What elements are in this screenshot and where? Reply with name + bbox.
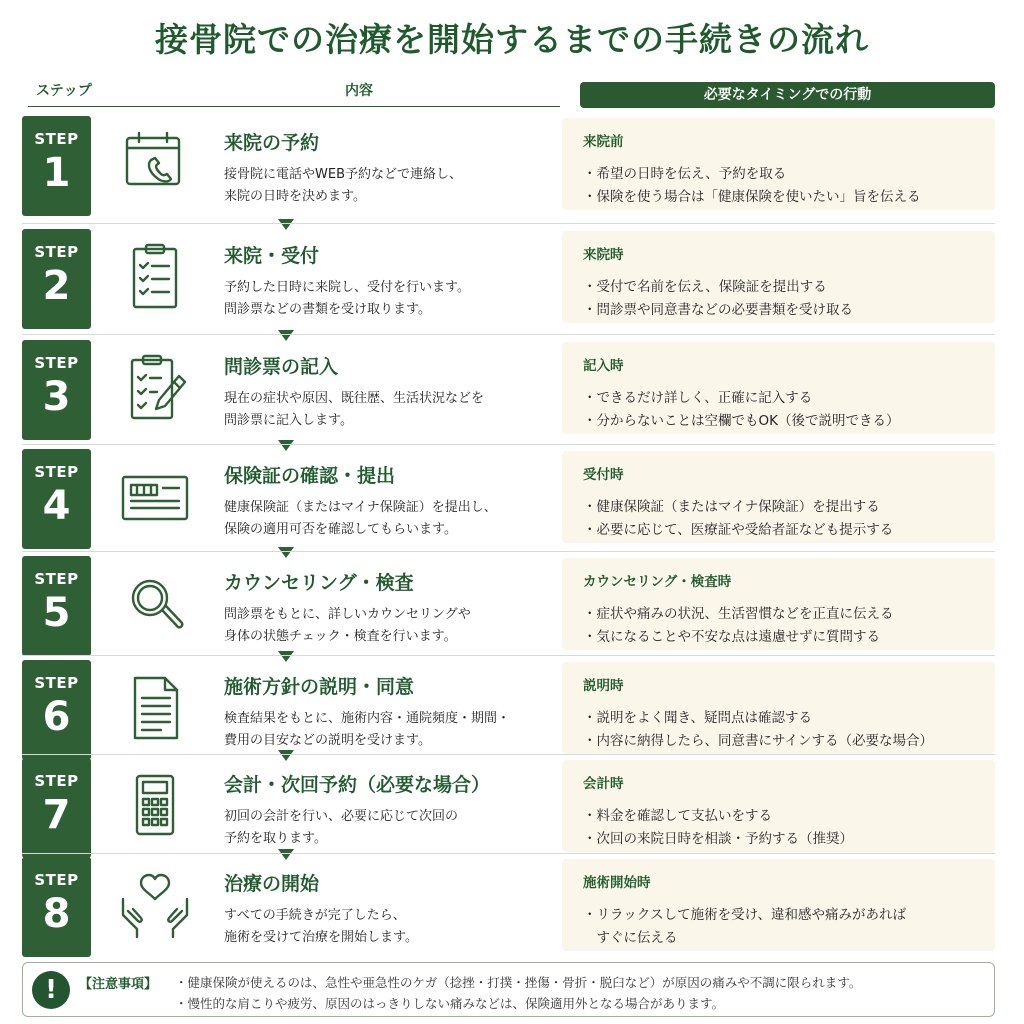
step-label: STEP [34, 570, 79, 588]
step-description-line: 接骨院に電話やWEB予約などで連絡し、 [224, 167, 462, 182]
row-separator [22, 853, 995, 854]
step-description-line: 施術を受けて治療を開始します。 [224, 930, 418, 945]
step-title: カウンセリング・検査 [224, 572, 414, 594]
step-description [224, 604, 471, 648]
exclamation-icon: ! [32, 971, 70, 1009]
step-badge [22, 229, 91, 329]
header-divider [28, 106, 560, 107]
timing-title: 受付時 [583, 467, 624, 483]
flow-arrow [278, 330, 294, 341]
notice-line: ・健康保険が使えるのは、急性や亜急性のケガ（捻挫・打撲・挫傷・骨折・脱臼など）が原因の痛みや不調に限られます。 [175, 975, 862, 990]
step-badge [22, 556, 91, 656]
step-description [224, 806, 458, 850]
row-separator [22, 551, 995, 552]
step-description-line: すべての手続きが完了したら、 [224, 908, 406, 923]
flow-arrow [278, 440, 294, 451]
step-description-line: 問診票に記入します。 [224, 413, 353, 428]
timing-title: 施術開始時 [583, 875, 651, 891]
step-description-line: 問診票などの書類を受け取ります。 [224, 302, 431, 317]
clipboard-checklist-icon [117, 243, 193, 311]
step-description-line: 予約を取ります。 [224, 831, 327, 846]
step-description-line: 問診票をもとに、詳しいカウンセリングや [224, 607, 471, 622]
flow-arrow [278, 750, 294, 761]
step-description [224, 708, 510, 752]
timing-action: ・料金を確認して支払いをする [583, 808, 772, 824]
step-number: 3 [42, 374, 71, 420]
step-description-line: 予約した日時に来院し、受付を行います。 [224, 280, 470, 295]
step-number: 1 [42, 150, 71, 196]
step-description-line: 初回の会計を行い、必要に応じて次回の [224, 809, 459, 824]
step-label: STEP [34, 354, 79, 372]
timing-panel [562, 342, 995, 434]
row-separator [22, 223, 995, 224]
step-title: 会計・次回予約（必要な場合） [224, 774, 491, 796]
flow-arrow [278, 651, 294, 662]
step-description-line: 費用の目安などの説明を受けます。 [224, 733, 431, 748]
timing-action: ・健康保険証（またはマイナ保険証）を提出する [583, 499, 880, 515]
timing-action: ・気になることや不安な点は遠慮せずに質問する [583, 629, 880, 645]
timing-action: ・症状や痛みの状況、生活習慣などを正直に伝える [583, 606, 894, 622]
step-label: STEP [34, 243, 79, 261]
timing-panel [562, 118, 995, 210]
step-number: 4 [42, 483, 71, 529]
timing-title: 記入時 [583, 358, 624, 374]
timing-action: ・希望の日時を伝え、予約を取る [583, 166, 787, 182]
flow-arrow [278, 849, 294, 860]
step-description-line: 検査結果をもとに、施術内容・通院頻度・期間・ [224, 711, 511, 726]
step-title: 来院の予約 [224, 132, 320, 154]
step-number: 2 [42, 263, 71, 309]
step-description [224, 277, 470, 321]
timing-title: 来院前 [583, 134, 624, 150]
timing-action: ・必要に応じて、医療証や受給者証なども提示する [583, 522, 894, 538]
step-description-line: 来院の日時を決めます。 [224, 189, 366, 204]
step-number: 6 [42, 694, 71, 740]
clipboard-pencil-icon [117, 354, 193, 422]
row-separator [22, 334, 995, 335]
timing-action: ・説明をよく聞き、疑問点は確認する [583, 710, 812, 726]
timing-action: ・リラックスして施術を受け、違和感や痛みがあれば [583, 907, 907, 923]
timing-panel [562, 558, 995, 650]
row-separator [22, 444, 995, 445]
timing-action: ・できるだけ詳しく、正確に記入する [583, 390, 813, 406]
step-description-line: 現在の症状や原因、既往歴、生活状況などを [224, 391, 485, 406]
timing-title: 説明時 [583, 678, 624, 694]
step-title: 治療の開始 [224, 873, 320, 895]
timing-title: カウンセリング・検査時 [583, 574, 732, 590]
step-description-line: 健康保険証（またはマイナ保険証）を提出し、 [224, 500, 497, 515]
step-label: STEP [34, 463, 79, 481]
step-description [224, 905, 418, 949]
timing-action: ・次回の来院日時を相談・予約する（推奨） [583, 831, 853, 847]
timing-title: 来院時 [583, 247, 624, 263]
step-badge [22, 116, 91, 216]
header-steps: ステップ [36, 83, 92, 99]
timing-action: ・内容に納得したら、同意書にサインする（必要な場合） [583, 733, 934, 749]
header-timing: 必要なタイミングでの行動 [580, 82, 995, 108]
step-badge [22, 340, 91, 440]
magnifier-icon [117, 570, 193, 638]
timing-action: すぐに伝える [583, 930, 678, 946]
notice-label: 【注意事項】 [79, 977, 158, 992]
step-description [224, 388, 484, 432]
timing-action: ・分からないことは空欄でもOK（後で説明できる） [583, 413, 900, 429]
row-separator [22, 754, 995, 755]
hands-heart-icon [117, 871, 193, 939]
step-badge [22, 660, 91, 760]
row-separator [22, 655, 995, 656]
step-number: 5 [42, 590, 71, 636]
calendar-phone-icon [117, 130, 193, 198]
timing-panel [562, 662, 995, 754]
step-title: 保険証の確認・提出 [224, 465, 396, 487]
insurance-card-icon [117, 463, 193, 531]
step-badge [22, 758, 91, 858]
notice-line: ・慢性的な肩こりや疲労、原因のはっきりしない痛みなどは、保険適用外となる場合があります。 [175, 996, 725, 1011]
flow-arrow [278, 219, 294, 230]
step-title: 来院・受付 [224, 245, 320, 267]
header-content: 内容 [345, 83, 373, 99]
timing-panel [562, 760, 995, 852]
step-description [224, 164, 462, 208]
timing-action: ・保険を使う場合は「健康保険を使いたい」旨を伝える [583, 189, 921, 205]
step-badge [22, 449, 91, 549]
timing-panel [562, 451, 995, 543]
step-label: STEP [34, 871, 79, 889]
page-title: 接骨院での治療を開始するまでの手続きの流れ [155, 20, 869, 59]
document-icon [117, 674, 193, 742]
step-number: 8 [42, 891, 71, 937]
calculator-icon [117, 772, 193, 840]
step-title: 問診票の記入 [224, 356, 339, 378]
timing-title: 会計時 [583, 776, 624, 792]
step-number: 7 [42, 792, 71, 838]
timing-action: ・受付で名前を伝え、保険証を提出する [583, 279, 827, 295]
step-description-line: 保険の適用可否を確認してもらいます。 [224, 522, 457, 537]
step-label: STEP [34, 130, 79, 148]
step-description-line: 身体の状態チェック・検査を行います。 [224, 629, 457, 644]
timing-panel [562, 231, 995, 323]
step-description [224, 497, 497, 541]
timing-panel [562, 859, 995, 951]
step-title: 施術方針の説明・同意 [224, 676, 415, 698]
timing-action: ・問診票や同意書などの必要書類を受け取る [583, 302, 853, 318]
notice-box [22, 962, 995, 1017]
step-label: STEP [34, 772, 79, 790]
step-badge [22, 857, 91, 957]
step-label: STEP [34, 674, 79, 692]
flow-arrow [278, 547, 294, 558]
